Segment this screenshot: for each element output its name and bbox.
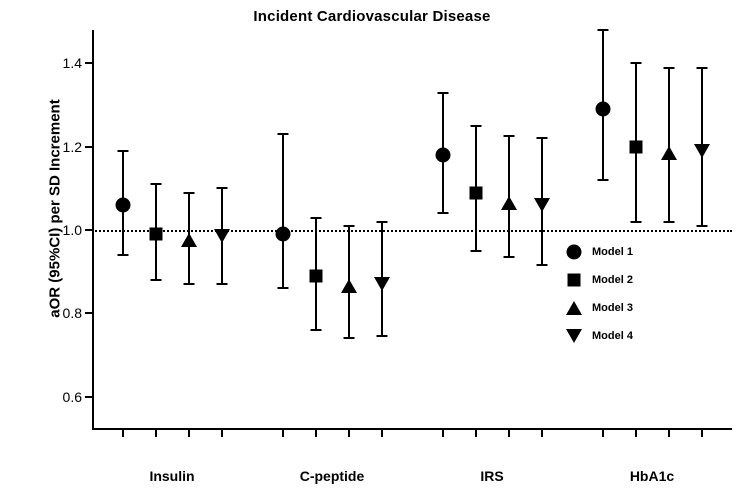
confidence-interval-cap [437,212,448,214]
legend-label: Model 2 [592,274,633,286]
x-tick [381,428,383,437]
confidence-interval-cap [470,250,481,252]
legend-marker-square [568,274,581,287]
confidence-interval-cap [117,150,128,152]
x-tick [635,428,637,437]
legend-label: Model 4 [592,330,633,342]
confidence-interval-cap [696,225,707,227]
confidence-interval-cap [536,264,547,266]
data-point-marker [534,198,550,212]
confidence-interval-cap [630,62,641,64]
x-category-label: HbA1c [629,468,675,484]
x-tick [701,428,703,437]
data-point-marker [469,186,482,199]
y-tick [85,146,92,148]
data-point-marker [149,228,162,241]
y-tick [85,62,92,64]
data-point-marker [214,229,230,243]
data-point-marker [341,279,357,293]
data-point-marker [435,148,450,163]
confidence-interval-cap [310,217,321,219]
y-axis-label: aOR (95%CI) per SD Increment [46,99,64,318]
y-tick [85,312,92,314]
confidence-interval-cap [437,92,448,94]
legend-label: Model 3 [592,302,633,314]
x-category-label: Insulin [149,468,195,484]
confidence-interval-cap [696,67,707,69]
data-point-marker [501,196,517,210]
x-tick [122,428,124,437]
confidence-interval-cap [117,254,128,256]
data-point-marker [309,269,322,282]
legend-item [560,266,690,294]
legend-label: Model 1 [592,246,633,258]
confidence-interval-cap [216,187,227,189]
confidence-interval-line [668,68,670,222]
data-point-marker [115,198,130,213]
plot-area [62,30,732,430]
confidence-interval-cap [277,133,288,135]
confidence-interval-cap [216,283,227,285]
x-category-label: C-peptide [299,468,365,484]
confidence-interval-cap [343,225,354,227]
legend-item [560,294,690,322]
x-tick [155,428,157,437]
confidence-interval-cap [150,183,161,185]
confidence-interval-cap [597,29,608,31]
confidence-interval-cap [343,337,354,339]
confidence-interval-cap [663,221,674,223]
confidence-interval-cap [503,256,514,258]
data-point-marker [661,146,677,160]
data-point-marker [595,102,610,117]
chart-legend [560,238,690,350]
legend-marker-triangle-down [566,329,582,343]
confidence-interval-cap [470,125,481,127]
x-tick [348,428,350,437]
data-point-marker [374,277,390,291]
y-tick [85,229,92,231]
confidence-interval-cap [663,67,674,69]
legend-marker-circle [567,245,582,260]
confidence-interval-cap [503,135,514,137]
legend-marker-triangle-up [566,301,582,315]
confidence-interval-cap [183,192,194,194]
data-point-marker [181,233,197,247]
data-point-marker [275,227,290,242]
x-tick [282,428,284,437]
x-tick [602,428,604,437]
confidence-interval-cap [536,137,547,139]
confidence-interval-cap [376,335,387,337]
x-category-label: IRS [480,468,504,484]
x-tick [541,428,543,437]
confidence-interval-cap [277,287,288,289]
y-tick-label: 0.8 [62,305,82,322]
confidence-interval-cap [310,329,321,331]
y-tick-label: 1.0 [62,222,82,238]
y-tick-label: 1.2 [62,138,82,155]
chart-title: Incident Cardiovascular Disease [253,8,491,25]
x-tick [442,428,444,437]
data-point-marker [629,140,642,153]
confidence-interval-cap [597,179,608,181]
confidence-interval-cap [376,221,387,223]
x-tick [508,428,510,437]
confidence-interval-cap [150,279,161,281]
y-tick-label: 0.6 [62,388,82,405]
y-tick-label: 1.4 [62,55,82,72]
legend-item [560,322,690,350]
confidence-interval-line [282,134,284,288]
legend-item [560,238,690,266]
y-tick [85,396,92,398]
x-tick [188,428,190,437]
confidence-interval-cap [630,221,641,223]
x-tick [221,428,223,437]
confidence-interval-cap [183,283,194,285]
data-point-marker [694,144,710,158]
x-tick [475,428,477,437]
x-tick [668,428,670,437]
x-tick [315,428,317,437]
